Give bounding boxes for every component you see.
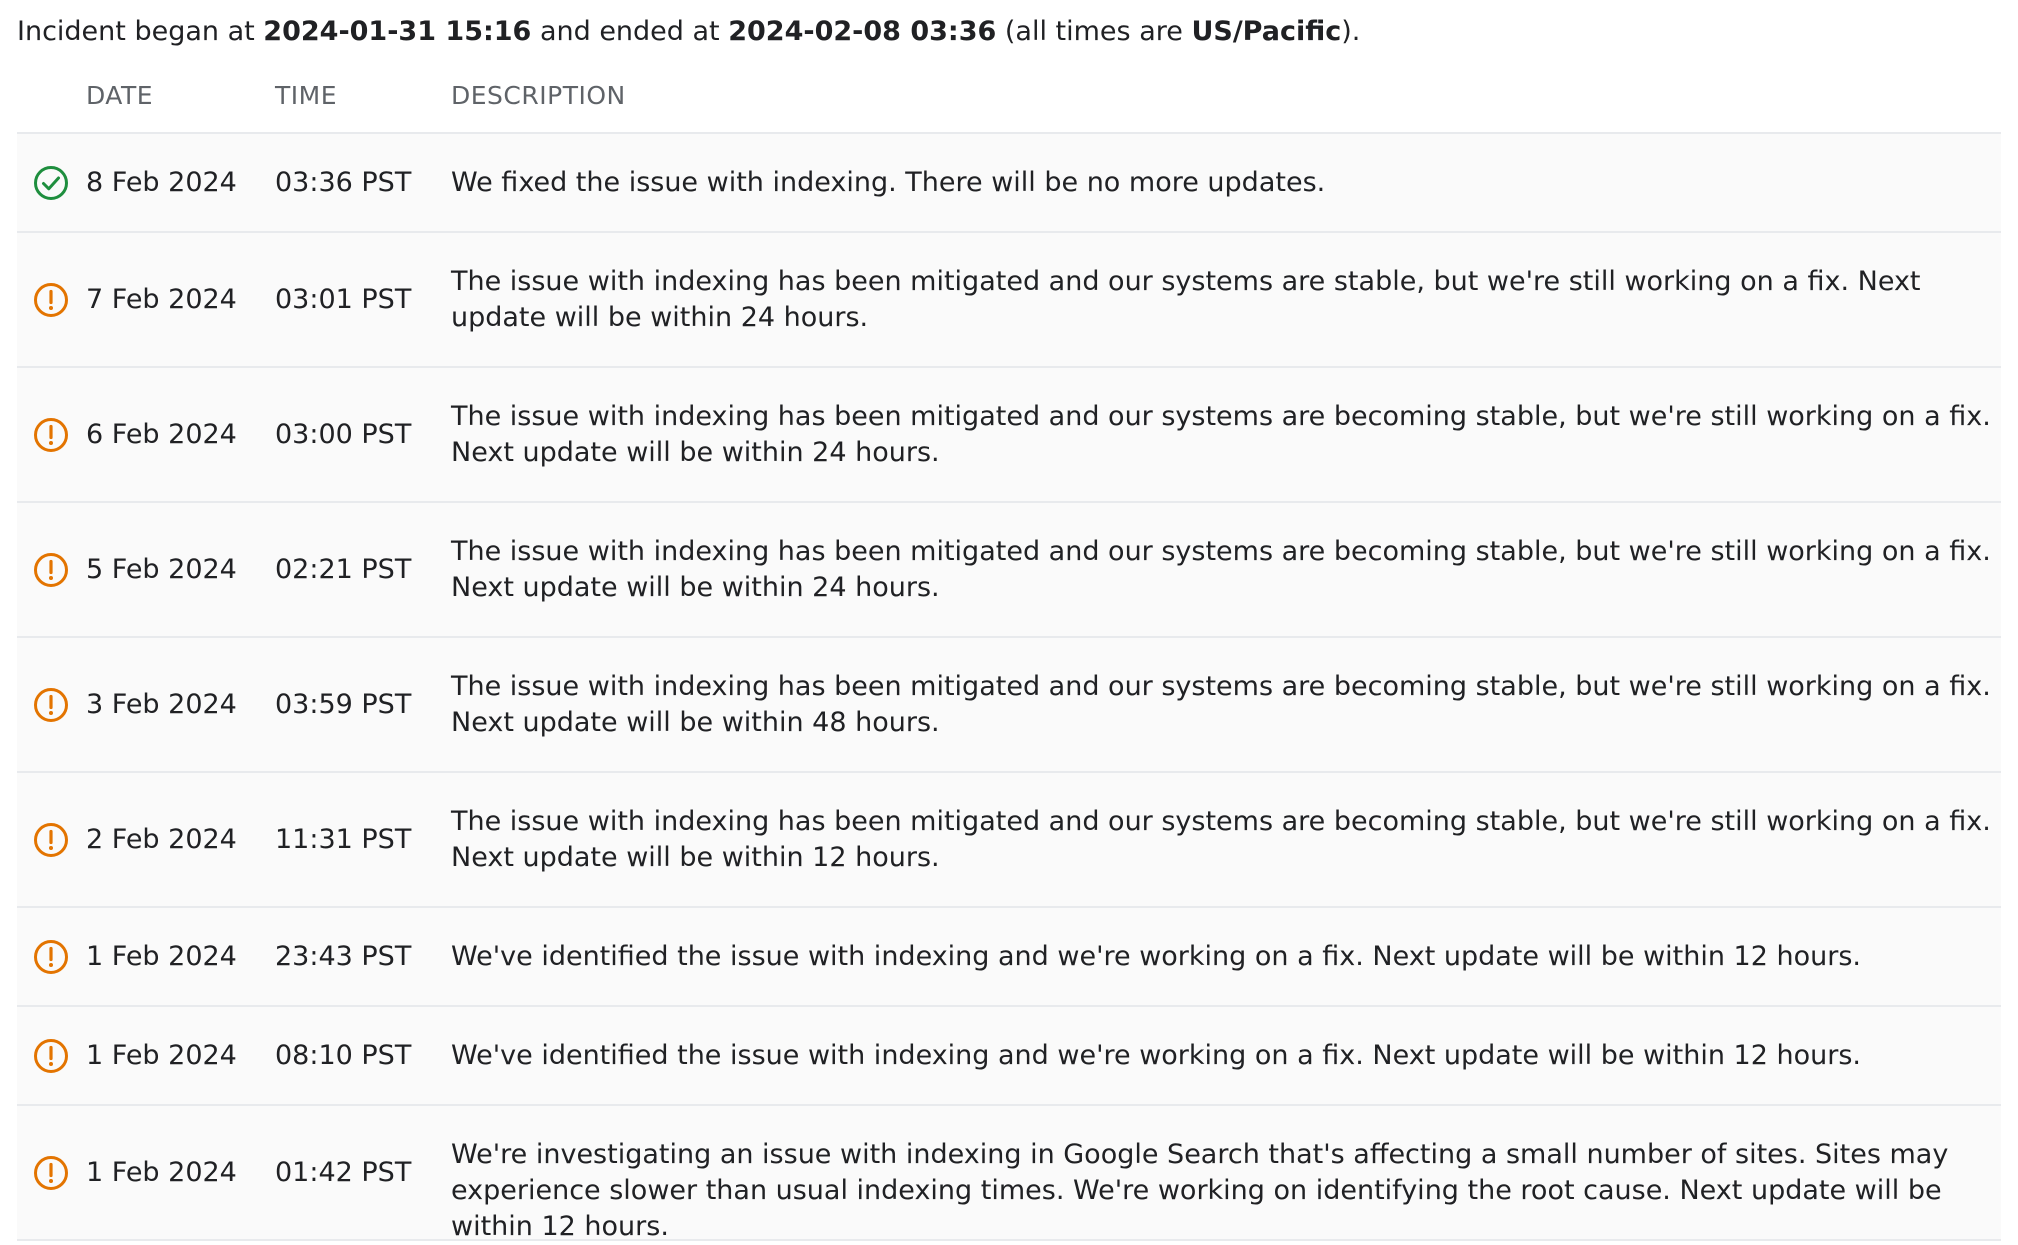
row-date: 1 Feb 2024 [86, 1040, 237, 1071]
table-row [17, 908, 2001, 1007]
incident-start-time: 2024-01-31 15:16 [263, 16, 532, 47]
incident-summary [17, 14, 1360, 50]
table-row [17, 1007, 2001, 1106]
row-description: We fixed the issue with indexing. There will be no more updates. [451, 167, 1326, 198]
check-circle-icon [33, 165, 69, 201]
table-row [17, 638, 2001, 773]
row-date: 1 Feb 2024 [86, 1157, 237, 1188]
table-row [17, 233, 2001, 368]
summary-tz-prefix: (all times are [996, 16, 1192, 47]
row-time: 03:36 PST [275, 167, 412, 198]
row-date: 1 Feb 2024 [86, 941, 237, 972]
exclamation-circle-icon [33, 282, 69, 318]
table-header [17, 76, 2001, 134]
row-time: 11:31 PST [275, 824, 412, 855]
row-date: 2 Feb 2024 [86, 824, 237, 855]
row-date: 3 Feb 2024 [86, 689, 237, 720]
summary-prefix: Incident began at [17, 16, 264, 47]
incident-end-time: 2024-02-08 03:36 [728, 16, 997, 47]
exclamation-circle-icon [33, 1155, 69, 1191]
table-row [17, 1106, 2001, 1241]
incident-updates-table [17, 76, 2001, 1241]
header-description: DESCRIPTION [451, 81, 626, 110]
exclamation-circle-icon [33, 939, 69, 975]
exclamation-circle-icon [33, 417, 69, 453]
summary-middle: and ended at [531, 16, 729, 47]
row-date: 7 Feb 2024 [86, 284, 237, 315]
header-date: DATE [86, 81, 154, 110]
row-description: The issue with indexing has been mitigated and our systems are becoming stable, but we're still working on a fix. Next update will be within 12 hours. [451, 806, 1991, 873]
incident-timezone: US/Pacific [1191, 16, 1342, 47]
row-time: 03:01 PST [275, 284, 412, 315]
table-row [17, 503, 2001, 638]
row-time: 03:00 PST [275, 419, 412, 450]
exclamation-circle-icon [33, 822, 69, 858]
row-date: 8 Feb 2024 [86, 167, 237, 198]
row-time: 08:10 PST [275, 1040, 412, 1071]
row-description: We've identified the issue with indexing and we're working on a fix. Next update will be within 12 hours. [451, 941, 1861, 972]
row-time: 01:42 PST [275, 1157, 412, 1188]
row-description: The issue with indexing has been mitigated and our systems are becoming stable, but we're still working on a fix. Next update will be within 24 hours. [451, 536, 1991, 603]
row-description: The issue with indexing has been mitigated and our systems are becoming stable, but we're still working on a fix. Next update will be within 24 hours. [451, 401, 1991, 468]
table-row [17, 773, 2001, 908]
row-description: The issue with indexing has been mitigated and our systems are stable, but we're still working on a fix. Next update will be within 24 hours. [451, 266, 1921, 333]
exclamation-circle-icon [33, 687, 69, 723]
exclamation-circle-icon [33, 552, 69, 588]
row-date: 6 Feb 2024 [86, 419, 237, 450]
table-row [17, 368, 2001, 503]
row-date: 5 Feb 2024 [86, 554, 237, 585]
row-description: We've identified the issue with indexing and we're working on a fix. Next update will be within 12 hours. [451, 1040, 1861, 1071]
row-description: We're investigating an issue with indexing in Google Search that's affecting a small number of sites. Sites may experience slower than usual indexing times. We're working on identifying the root cause. Next update will be within 12 hours. [451, 1139, 1949, 1242]
header-time: TIME [275, 81, 338, 110]
exclamation-circle-icon [33, 1038, 69, 1074]
row-time: 23:43 PST [275, 941, 412, 972]
row-time: 02:21 PST [275, 554, 412, 585]
table-row [17, 134, 2001, 233]
row-time: 03:59 PST [275, 689, 412, 720]
summary-suffix: ). [1341, 16, 1361, 47]
row-description: The issue with indexing has been mitigated and our systems are becoming stable, but we're still working on a fix. Next update will be within 48 hours. [451, 671, 1991, 738]
